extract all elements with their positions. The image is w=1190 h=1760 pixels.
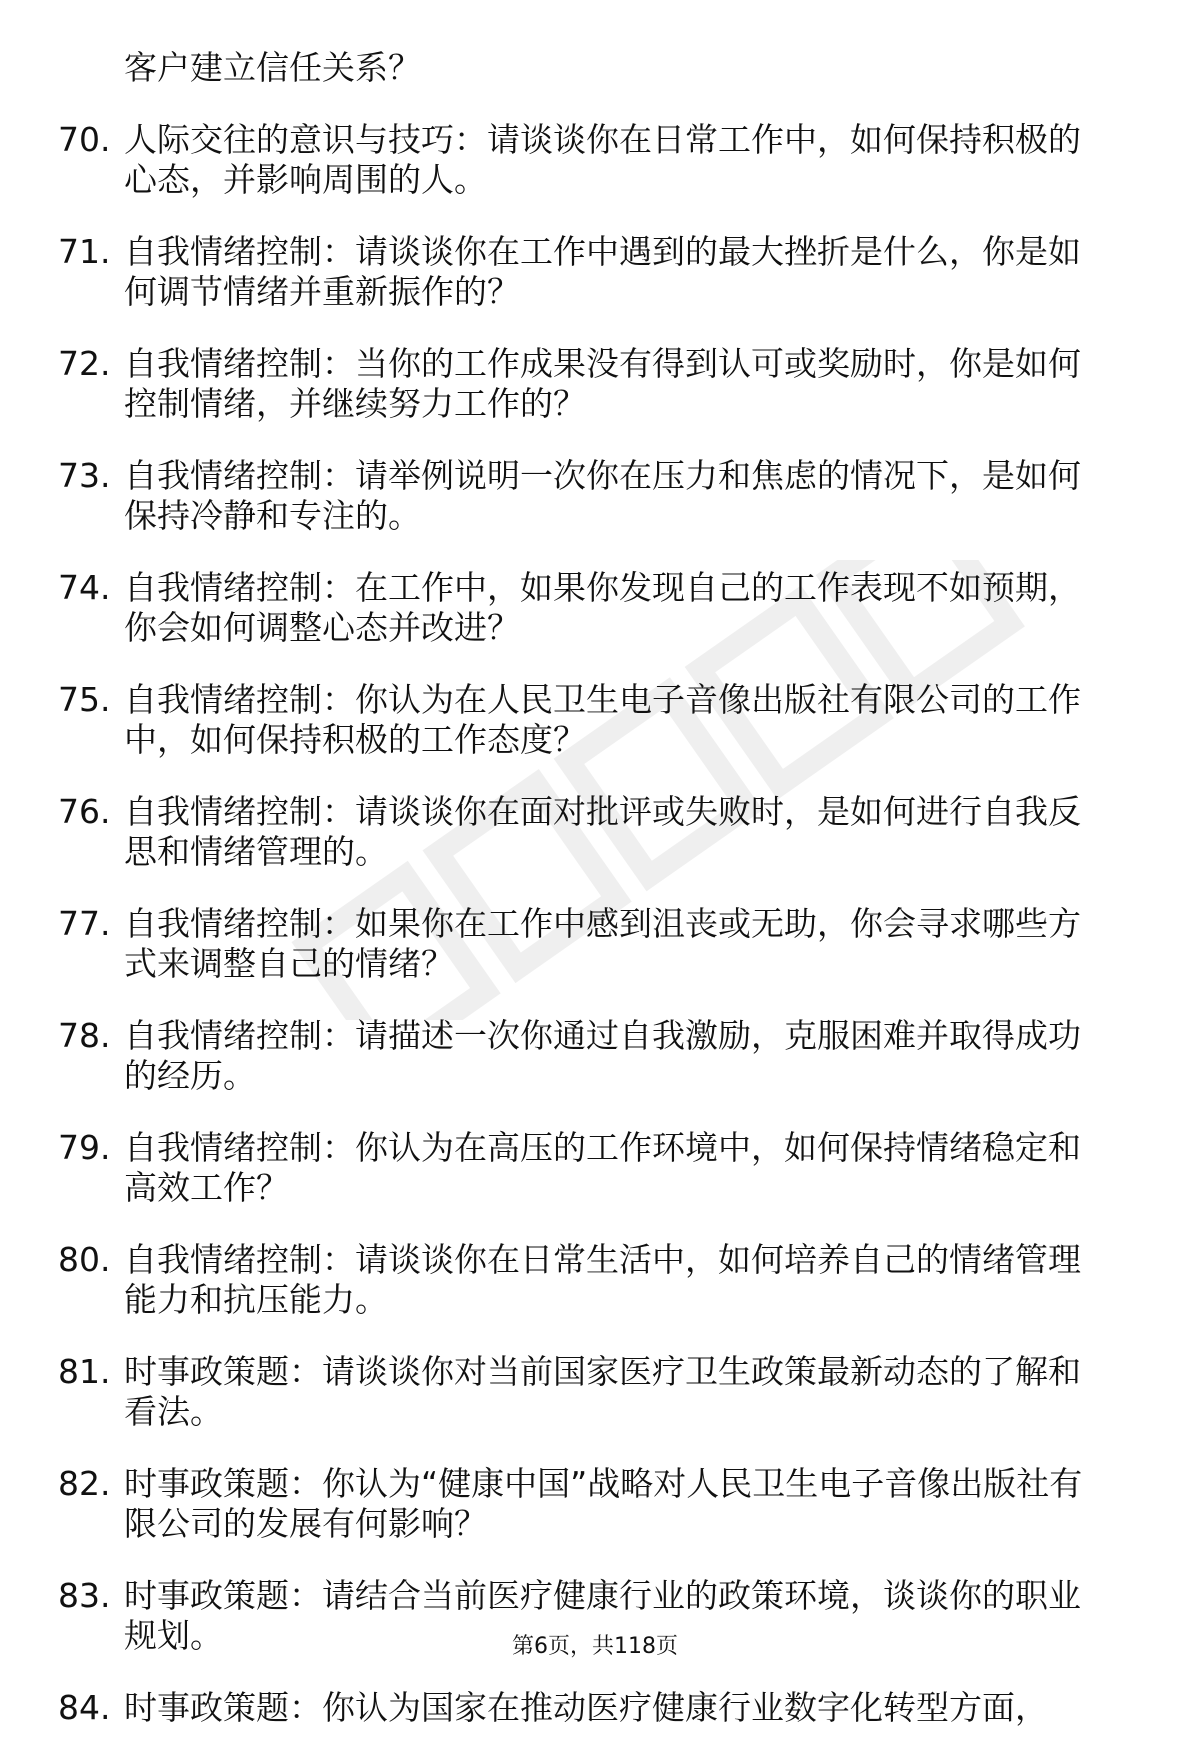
item-number: 72. [58,344,111,383]
item-number: 80. [58,1240,111,1279]
item-text: 自我情绪控制：如果你在工作中感到沮丧或无助，你会寻求哪些方式来调整自己的情绪？ [124,904,1081,983]
item-number: 81. [58,1352,111,1391]
list-item [58,1016,1108,1096]
list-item [58,1240,1108,1320]
item-number: 73. [58,456,111,495]
item-text: 自我情绪控制：请谈谈你在工作中遇到的最大挫折是什么，你是如何调节情绪并重新振作的？ [124,232,1081,311]
list-item [58,792,1108,872]
list-item [58,904,1108,984]
item-number: 78. [58,1016,111,1055]
item-text: 时事政策题：请谈谈你对当前国家医疗卫生政策最新动态的了解和看法。 [124,1352,1081,1431]
item-number: 76. [58,792,111,831]
list-item [58,568,1108,648]
item-text: 人际交往的意识与技巧：请谈谈你在日常工作中，如何保持积极的心态，并影响周围的人。 [124,120,1081,199]
item-text: 自我情绪控制：请谈谈你在面对批评或失败时，是如何进行自我反思和情绪管理的。 [124,792,1081,871]
list-item [58,344,1108,424]
question-list [58,48,1108,1760]
item-text: 时事政策题：请结合当前医疗健康行业的政策环境，谈谈你的职业规划。 [124,1576,1081,1655]
item-text: 自我情绪控制：当你的工作成果没有得到认可或奖励时，你是如何控制情绪，并继续努力工作的？ [124,344,1081,423]
list-item [58,120,1108,200]
item-number: 84. [58,1688,111,1727]
item-number: 82. [58,1464,111,1503]
item-number: 70. [58,120,111,159]
list-item [58,456,1108,536]
list-item [58,1688,1108,1728]
continuation-text: 客户建立信任关系？ [124,48,421,87]
item-text: 自我情绪控制：请谈谈你在日常生活中，如何培养自己的情绪管理能力和抗压能力。 [124,1240,1081,1319]
list-item [58,1464,1108,1544]
item-number: 74. [58,568,111,607]
list-item [58,1352,1108,1432]
item-text: 自我情绪控制：请举例说明一次你在压力和焦虑的情况下，是如何保持冷静和专注的。 [124,456,1081,535]
list-item [58,680,1108,760]
item-text: 自我情绪控制：你认为在人民卫生电子音像出版社有限公司的工作中，如何保持积极的工作态度？ [124,680,1081,759]
list-item [58,1128,1108,1208]
page-footer: 第6页，共118页 [512,1634,678,1659]
item-number: 75. [58,680,111,719]
list-item [58,232,1108,312]
item-text: 时事政策题：你认为国家在推动医疗健康行业数字化转型方面， [124,1688,1048,1727]
item-text: 自我情绪控制：请描述一次你通过自我激励，克服困难并取得成功的经历。 [124,1016,1081,1095]
item-text: 时事政策题：你认为“健康中国”战略对人民卫生电子音像出版社有限公司的发展有何影响？ [124,1464,1083,1543]
item-number: 71. [58,232,111,271]
item-number: 79. [58,1128,111,1167]
item-number: 77. [58,904,111,943]
item-text: 自我情绪控制：在工作中，如果你发现自己的工作表现不如预期，你会如何调整心态并改进？ [124,568,1081,647]
item-text: 自我情绪控制：你认为在高压的工作环境中，如何保持情绪稳定和高效工作？ [124,1128,1081,1207]
item-number: 83. [58,1576,111,1615]
